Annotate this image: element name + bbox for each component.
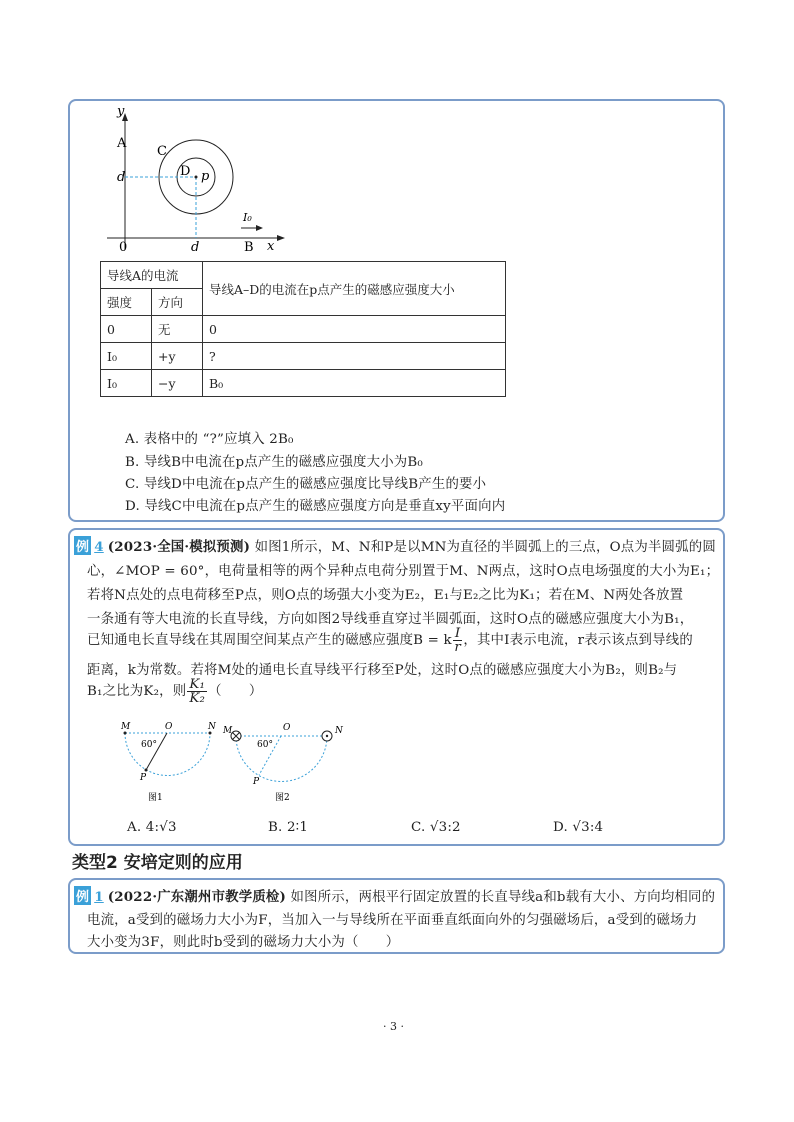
text: 如图1所示，M、N和P是以MN为直径的半圆弧上的三点，O点为半圆弧的圆 <box>254 540 716 555</box>
example-1-line-1 <box>74 886 715 905</box>
numerator: K₁ <box>189 677 206 692</box>
label-o: O <box>283 723 291 733</box>
option-d[interactable]: D. √3:4 <box>553 820 604 835</box>
text: 如图所示，两根平行固定放置的长直导线a和b载有大小、方向均相同的 <box>290 890 716 905</box>
cell: I₀ <box>101 343 152 370</box>
label-p: p <box>201 169 210 184</box>
example-badge: 例 <box>74 536 91 555</box>
text: B₁之比为K₂，则 <box>87 684 187 699</box>
caption-fig2: 图2 <box>275 793 290 803</box>
table-row <box>101 343 506 370</box>
cell: 0 <box>101 316 152 343</box>
option-a[interactable]: A. 4:√3 <box>127 820 177 835</box>
example-source: (2023·全国·模拟预测) <box>107 539 251 555</box>
label-y: y <box>117 105 125 119</box>
example-1-line-2: 电流，a受到的磁场力大小为F，当加入一与导线所在平面垂直纸面向外的匀强磁场后，a受到的磁场力 <box>87 913 698 928</box>
label-p: P <box>253 777 260 787</box>
cell: 0 <box>203 316 506 343</box>
x-axis-arrow-icon <box>277 235 285 241</box>
caption-fig1: 图1 <box>148 793 163 803</box>
cell: 无 <box>152 316 203 343</box>
label-c: C <box>157 144 167 159</box>
example-4-line-2: 心，∠MOP = 60°，电荷量相等的两个异种点电荷分别置于M、N两点，这时O点电场强度的大小为E₁； <box>87 564 720 579</box>
table-header-b: 导线A–D的电流在p点产生的磁感应强度大小 <box>203 262 506 316</box>
option-b[interactable]: B. 2∶1 <box>268 820 309 835</box>
option-a[interactable]: A. 表格中的 “?”应填入 2B₀ <box>125 432 294 447</box>
fraction <box>187 678 207 705</box>
label-angle: 60° <box>257 740 273 750</box>
label-p: P <box>140 773 147 783</box>
example-4-line-6: 距离，k为常数。若将M处的通电长直导线平行移至P处，这时O点的磁感应强度大小为B₂，则B₂与 <box>87 663 678 678</box>
figure-1 <box>120 722 217 803</box>
label-b: B <box>244 240 254 255</box>
option-c[interactable]: C. 导线D中电流在p点产生的磁感应强度比导线B产生的要小 <box>125 477 487 492</box>
label-x: x <box>267 239 275 254</box>
label-d: D <box>180 164 191 179</box>
text: ，其中I表示电流，r表示该点到导线的 <box>463 633 693 648</box>
label-o: O <box>165 722 173 732</box>
denominator: K₂ <box>189 691 206 706</box>
option-b[interactable]: B. 导线B中电流在p点产生的磁感应强度大小为B₀ <box>125 455 424 470</box>
label-angle: 60° <box>141 740 157 750</box>
table-col-direction: 方向 <box>152 289 203 316</box>
option-d[interactable]: D. 导线C中电流在p点产生的磁感应强度方向是垂直xy平面向内 <box>125 499 506 514</box>
cell: B₀ <box>203 370 506 397</box>
example-number: 1 <box>94 889 104 905</box>
example-4-line-4: 一条通有等大电流的长直导线，方向如图2导线垂直穿过半圆弧面，这时O点的磁感应强度大小为B₁， <box>87 612 694 627</box>
example-source: (2022·广东潮州市教学质检) <box>107 889 287 905</box>
denominator: r <box>454 640 461 655</box>
text: 已知通电长直导线在其周围空间某点产生的磁感应强度B = k <box>87 633 452 648</box>
label-n: N <box>335 726 343 736</box>
table-row <box>101 316 506 343</box>
cell: ? <box>203 343 506 370</box>
example-4-line-5 <box>87 627 693 654</box>
label-d-left: d <box>117 170 126 185</box>
figure-2 <box>222 723 344 803</box>
numerator: I <box>454 626 461 641</box>
semicircle-figures <box>110 718 350 803</box>
section-heading: 类型2 安培定则的应用 <box>72 853 243 873</box>
option-c[interactable]: C. √3:2 <box>411 820 461 835</box>
label-m: M <box>223 726 233 736</box>
cell: I₀ <box>101 370 152 397</box>
label-i0: I₀ <box>243 211 252 224</box>
label-a: A <box>117 136 127 151</box>
example-number: 4 <box>94 539 104 555</box>
cell: −y <box>152 370 203 397</box>
table-row <box>101 370 506 397</box>
example-badge: 例 <box>74 886 91 905</box>
example-4-line-3: 若将N点处的点电荷移至P点，则O点的场强大小变为E₂，E₁与E₂之比为K₁；若在M、N两处各放置 <box>87 588 684 603</box>
current-arrow-icon <box>256 225 263 231</box>
label-n: N <box>208 722 216 732</box>
cell: +y <box>152 343 203 370</box>
label-m: M <box>121 722 131 732</box>
example-4-line-7 <box>87 678 263 705</box>
table-header-a: 导线A的电流 <box>101 262 203 289</box>
page-number: · 3 · <box>383 1020 404 1033</box>
text: （ ） <box>208 684 263 699</box>
data-table <box>100 261 506 397</box>
example-1-line-3: 大小变为3F，则此时b受到的磁场力大小为（ ） <box>87 935 400 950</box>
coordinate-figure <box>95 105 295 255</box>
example-4-line-1 <box>74 536 716 555</box>
label-origin: 0 <box>119 240 128 255</box>
fraction <box>453 627 463 654</box>
table-col-strength: 强度 <box>101 289 152 316</box>
label-d-bottom: d <box>191 240 200 255</box>
